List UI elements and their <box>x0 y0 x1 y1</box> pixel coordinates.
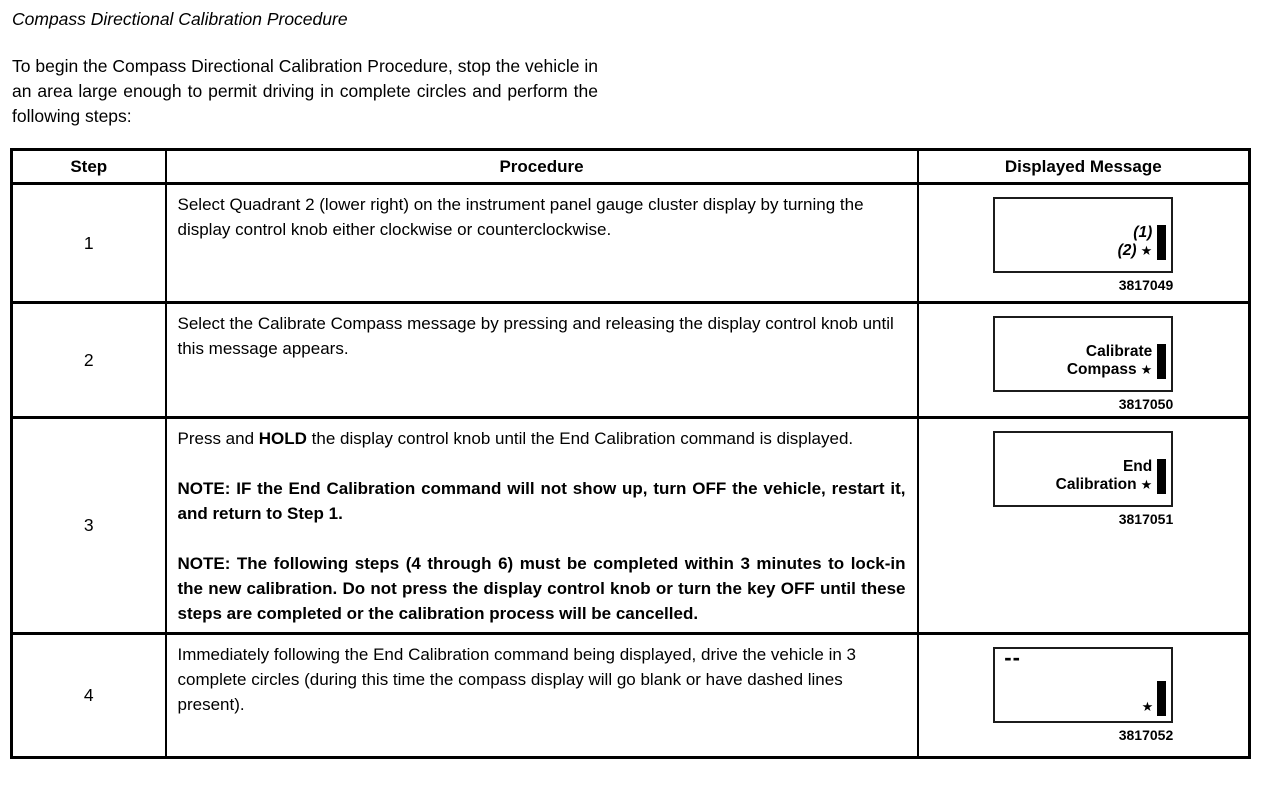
table-header-row <box>12 150 1250 184</box>
procedure-cell <box>166 303 918 418</box>
display-line-2: (2) ★ <box>1117 241 1153 259</box>
table-row <box>12 418 1250 634</box>
display-line-1: (1) <box>1133 224 1153 241</box>
display-screen <box>993 431 1173 507</box>
column-header-step: Step <box>12 150 166 184</box>
display-line-2: Compass ★ <box>1066 360 1153 378</box>
display-text <box>1118 224 1153 260</box>
display-message-figure <box>993 647 1173 742</box>
table-row <box>12 184 1250 303</box>
compass-dashes: -- <box>1004 645 1021 670</box>
intro-paragraph: To begin the Compass Directional Calibration Procedure, stop the vehicle in an area large enough to permit driving in complete circles and perform the following steps: <box>12 56 598 126</box>
displayed-message-cell <box>918 634 1250 758</box>
cursor-bar-icon <box>1157 225 1166 260</box>
procedure-note-1: NOTE: IF the End Calibration command will not show up, turn OFF the vehicle, restart it, and return to Step 1. <box>177 479 906 523</box>
figure-number: 3817050 <box>1118 396 1174 412</box>
cursor-bar-icon <box>1157 344 1166 379</box>
display-message-figure <box>993 197 1173 292</box>
display-cursor-group <box>1142 681 1167 716</box>
step-number: 3 <box>12 418 166 634</box>
displayed-message-cell <box>918 303 1250 418</box>
display-text <box>1056 458 1153 494</box>
star-icon: ★ <box>1140 477 1153 493</box>
procedure-text: Select Quadrant 2 (lower right) on the instrument panel gauge cluster display by turning the display control knob either clockwise or counterclockwise. <box>177 195 864 239</box>
column-header-displayed-message: Displayed Message <box>918 150 1250 184</box>
display-message-figure <box>993 431 1173 526</box>
figure-number: 3817049 <box>1118 277 1174 293</box>
cursor-bar-icon <box>1157 459 1166 494</box>
displayed-message-cell <box>918 184 1250 303</box>
display-line-1: End <box>1122 458 1153 475</box>
procedure-text: Press and HOLD the display control knob until the End Calibration command is displayed. <box>177 429 854 448</box>
cursor-bar-icon <box>1157 681 1166 716</box>
star-icon: ★ <box>1141 700 1154 715</box>
procedure-text: Select the Calibrate Compass message by pressing and releasing the display control knob until this message appears. <box>177 314 894 358</box>
step-number: 4 <box>12 634 166 758</box>
display-text <box>1067 343 1152 379</box>
procedure-cell <box>166 418 918 634</box>
star-icon: ★ <box>1140 362 1153 378</box>
figure-number: 3817051 <box>1118 511 1174 527</box>
column-header-procedure: Procedure <box>166 150 918 184</box>
procedure-note-2: NOTE: The following steps (4 through 6) must be completed within 3 minutes to lock-in the new calibration. Do not press the display control knob or turn the key OFF until these steps are completed or the calibration process will be cancelled. <box>177 554 906 623</box>
display-screen <box>993 316 1173 392</box>
table-row <box>12 303 1250 418</box>
step-number: 1 <box>12 184 166 303</box>
procedure-table <box>10 148 1251 759</box>
display-line-2: Calibration ★ <box>1055 475 1153 493</box>
procedure-cell <box>166 184 918 303</box>
display-message-figure <box>993 316 1173 411</box>
display-screen <box>993 647 1173 723</box>
figure-number: 3817052 <box>1118 727 1174 743</box>
procedure-text: Immediately following the End Calibration command being displayed, drive the vehicle in 3 complete circles (during this time the compass display will go blank or have dashed lines present). <box>177 645 856 714</box>
star-icon: ★ <box>1140 243 1153 259</box>
page-title: Compass Directional Calibration Procedure <box>12 9 348 29</box>
procedure-cell <box>166 634 918 758</box>
step-number: 2 <box>12 303 166 418</box>
table-row <box>12 634 1250 758</box>
displayed-message-cell <box>918 418 1250 634</box>
display-line-1: Calibrate <box>1085 343 1153 360</box>
display-screen <box>993 197 1173 273</box>
